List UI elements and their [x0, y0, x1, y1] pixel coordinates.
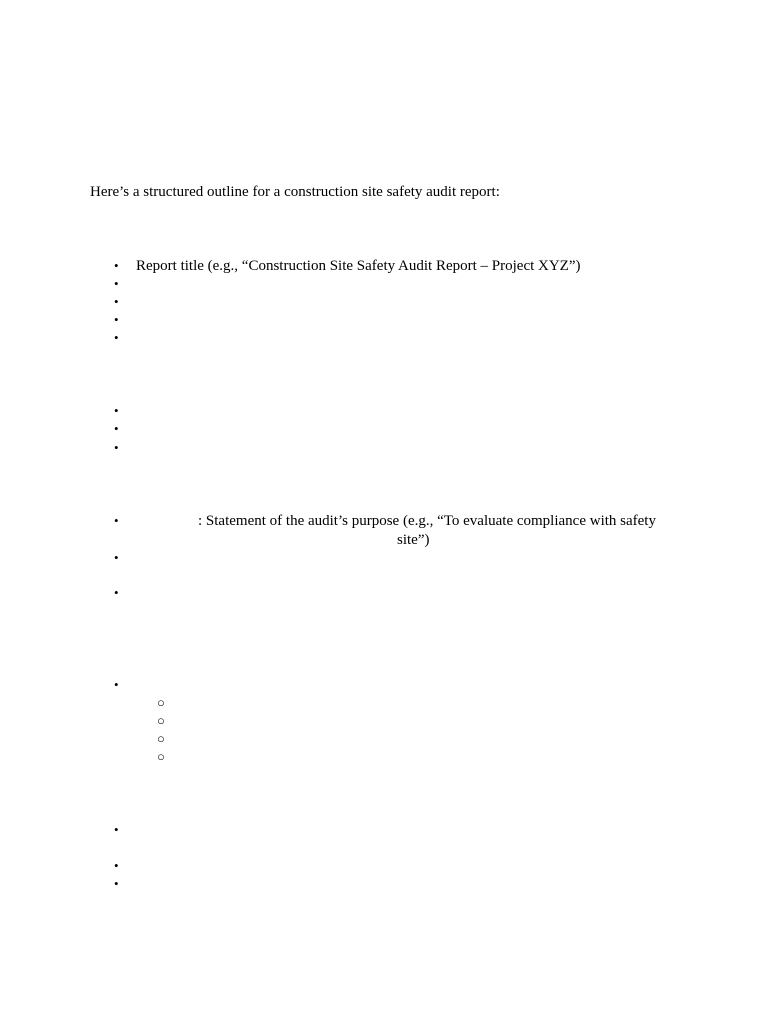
bullet-marker: • [114, 440, 119, 455]
bullet-marker: • [114, 876, 119, 891]
bullet-marker: • [114, 312, 119, 327]
bullet-marker: • [114, 276, 119, 291]
bullet-marker: • [114, 421, 119, 436]
subbullet-marker: ○ [157, 695, 165, 710]
bullet-marker: • [114, 858, 119, 873]
audit-purpose-continuation: site”) [397, 532, 430, 548]
bullet-marker: • [114, 330, 119, 345]
bullet-marker: • [114, 513, 119, 528]
bullet-marker: • [114, 258, 119, 273]
intro-paragraph: Here’s a structured outline for a construction site safety audit report: [90, 184, 500, 200]
audit-purpose-item: : Statement of the audit’s purpose (e.g., “To evaluate compliance with safety [198, 513, 656, 529]
bullet-marker: • [114, 294, 119, 309]
subbullet-marker: ○ [157, 731, 165, 746]
report-title-item: Report title (e.g., “Construction Site Safety Audit Report – Project XYZ”) [136, 258, 581, 274]
bullet-marker: • [114, 822, 119, 837]
bullet-marker: • [114, 550, 119, 565]
subbullet-marker: ○ [157, 749, 165, 764]
bullet-marker: • [114, 585, 119, 600]
bullet-marker: • [114, 403, 119, 418]
bullet-marker: • [114, 677, 119, 692]
subbullet-marker: ○ [157, 713, 165, 728]
